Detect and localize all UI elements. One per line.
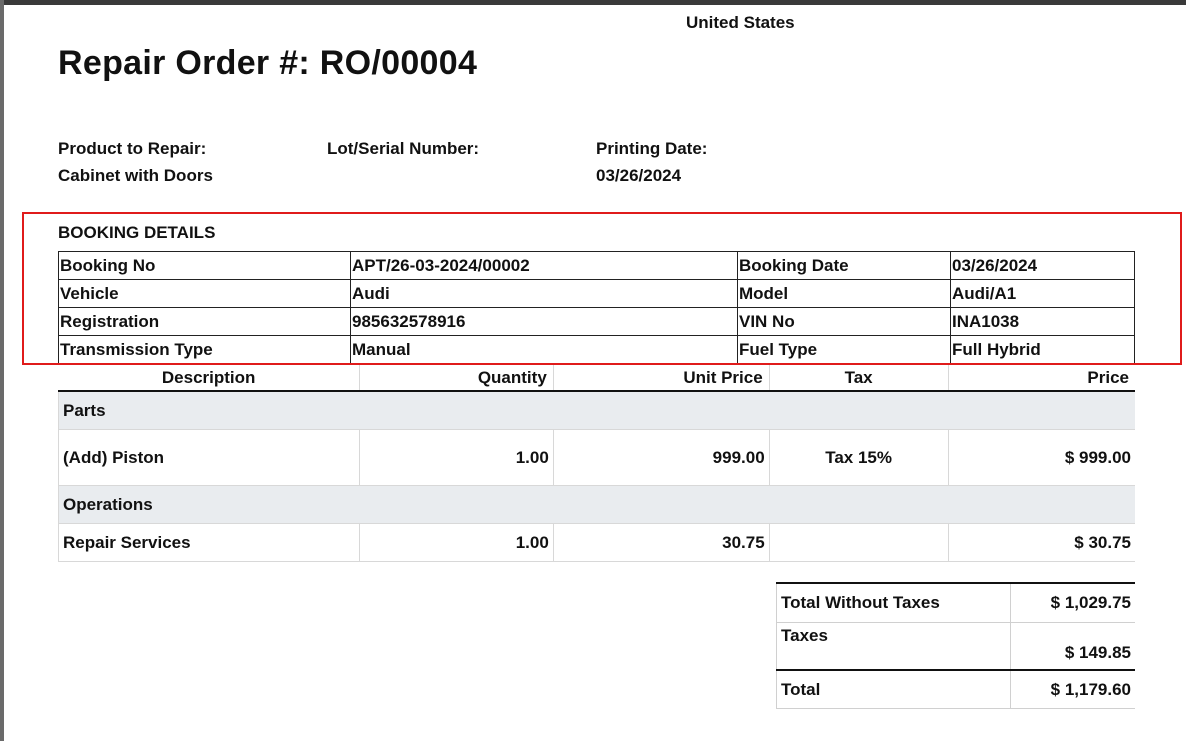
- table-row: [59, 430, 1136, 486]
- lot-label: Lot/Serial Number:: [327, 139, 480, 158]
- line-tax: [769, 524, 948, 562]
- taxes-value: $ 149.85: [1011, 623, 1135, 671]
- order-lines-header: [59, 365, 1136, 391]
- taxes-label: Taxes: [777, 623, 1011, 671]
- line-unit-price: 30.75: [553, 524, 769, 562]
- page-top-border: [0, 0, 1186, 5]
- column-header-tax: Tax: [769, 365, 948, 391]
- section-label: Parts: [59, 391, 1136, 430]
- total-label: Total: [777, 670, 1011, 709]
- booking-cell-label: Registration: [59, 308, 351, 336]
- page-title: Repair Order #: RO/00004: [58, 44, 478, 82]
- line-tax: Tax 15%: [769, 430, 948, 486]
- booking-cell-value: Audi: [351, 280, 738, 308]
- line-description: Repair Services: [59, 524, 360, 562]
- booking-cell-label: Model: [738, 280, 951, 308]
- printing-date-value: 03/26/2024: [596, 166, 682, 185]
- totals-table: [776, 582, 1135, 709]
- totals-row-taxes: [777, 623, 1136, 671]
- booking-cell-value: Full Hybrid: [951, 336, 1135, 364]
- printing-date-info: [596, 135, 707, 189]
- booking-cell-label: Vehicle: [59, 280, 351, 308]
- booking-cell-value: INA1038: [951, 308, 1135, 336]
- booking-highlight-box: [22, 212, 1182, 365]
- column-header-unit-price: Unit Price: [553, 365, 769, 391]
- totals-row-total: [777, 670, 1136, 709]
- product-info: [58, 135, 213, 189]
- booking-cell-label: Transmission Type: [59, 336, 351, 364]
- product-value: Cabinet with Doors: [58, 166, 213, 185]
- line-description: (Add) Piston: [59, 430, 360, 486]
- company-country: United States: [686, 13, 795, 32]
- untaxed-label: Total Without Taxes: [777, 583, 1011, 623]
- booking-cell-value: 03/26/2024: [951, 252, 1135, 280]
- line-quantity: 1.00: [359, 524, 553, 562]
- line-unit-price: 999.00: [553, 430, 769, 486]
- section-row-parts: [59, 391, 1136, 430]
- booking-cell-label: Booking Date: [738, 252, 951, 280]
- booking-cell-value: 985632578916: [351, 308, 738, 336]
- table-row: [59, 524, 1136, 562]
- booking-cell-label: Fuel Type: [738, 336, 951, 364]
- total-value: $ 1,179.60: [1011, 670, 1135, 709]
- page-left-border: [0, 0, 4, 741]
- booking-details-heading: BOOKING DETAILS: [58, 223, 216, 242]
- line-price: $ 999.00: [948, 430, 1135, 486]
- untaxed-value: $ 1,029.75: [1011, 583, 1135, 623]
- booking-cell-value: Audi/A1: [951, 280, 1135, 308]
- column-header-price: Price: [948, 365, 1135, 391]
- section-row-operations: [59, 486, 1136, 524]
- totals-row-untaxed: [777, 583, 1136, 623]
- product-label: Product to Repair:: [58, 139, 207, 158]
- printing-date-label: Printing Date:: [596, 139, 708, 158]
- booking-cell-label: VIN No: [738, 308, 951, 336]
- booking-cell-value: APT/26-03-2024/00002: [351, 252, 738, 280]
- booking-cell-label: Booking No: [59, 252, 351, 280]
- line-quantity: 1.00: [359, 430, 553, 486]
- section-label: Operations: [59, 486, 1136, 524]
- column-header-description: Description: [59, 365, 360, 391]
- booking-cell-value: Manual: [351, 336, 738, 364]
- line-price: $ 30.75: [948, 524, 1135, 562]
- order-lines-table: [58, 365, 1135, 562]
- column-header-quantity: Quantity: [359, 365, 553, 391]
- lot-info: [327, 135, 479, 162]
